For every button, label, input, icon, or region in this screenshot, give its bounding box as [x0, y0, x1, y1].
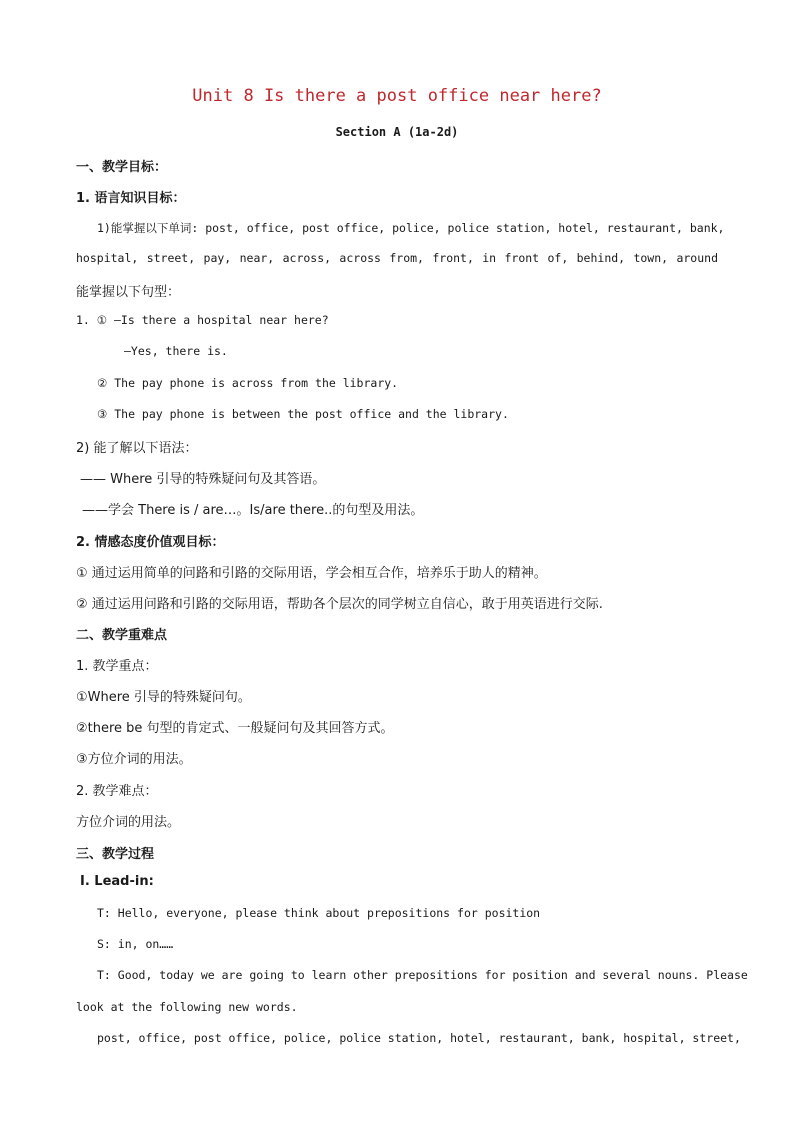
leadin-heading: Ⅰ. Lead-in:: [80, 874, 154, 889]
key-point-2: ②there be 句型的肯定式、一般疑问句及其回答方式。: [76, 721, 394, 736]
example-3: ③ The pay phone is between the post office and the library.: [97, 407, 509, 421]
example-1-question: 1. ① —Is there a hospital near here?: [76, 313, 329, 327]
subheading-emotion-values: 2. 情感态度价值观目标：: [76, 535, 225, 550]
grammar-item-2: ——学会 There is / are…。Is/are there..的句型及用法。: [82, 503, 424, 518]
dialogue-teacher-2-line-2: look at the following new words.: [76, 1000, 298, 1014]
document-subtitle: Section A (1a-2d): [335, 125, 459, 139]
grammar-item-1: —— Where 引导的特殊疑问句及其答语。: [80, 472, 326, 487]
dialogue-student-1: S: in, on……: [97, 937, 174, 951]
example-2: ② The pay phone is across from the library.: [97, 376, 399, 390]
vocab-line-1: 1)能掌握以下单词: post, office, post office, police, police station, hotel, restaurant, bank,: [97, 221, 725, 235]
subheading-language-knowledge: 1. 语言知识目标：: [76, 191, 186, 206]
dialogue-teacher-1: T: Hello, everyone, please think about prepositions for position: [97, 906, 541, 920]
key-point-3: ③方位介词的用法。: [76, 752, 192, 767]
new-words-line: post, office, post office, police, police station, hotel, restaurant, bank, hospital, street,: [97, 1031, 741, 1045]
emotion-goal-1: ① 通过运用简单的问路和引路的交际用语，学会相互合作，培养乐于助人的精神。: [76, 566, 547, 581]
section-heading-key-points: 二、教学重难点: [76, 628, 168, 643]
vocab-line-2: hospital, street, pay, near, across, across from, front, in front of, behind, town, around: [76, 251, 718, 265]
grammar-intro: 2) 能了解以下语法：: [76, 441, 198, 456]
key-points-heading: 1. 教学重点：: [76, 659, 158, 674]
key-point-1: ①Where 引导的特殊疑问句。: [76, 690, 251, 705]
emotion-goal-2: ② 通过运用问路和引路的交际用语，帮助各个层次的同学树立自信心，敢于用英语进行交际.: [76, 597, 603, 612]
dialogue-teacher-2-line-1: T: Good, today we are going to learn other prepositions for position and several nouns. Please: [97, 968, 748, 982]
section-heading-objectives: 一、教学目标：: [76, 160, 168, 175]
difficulties-heading: 2. 教学难点：: [76, 784, 158, 799]
section-heading-process: 三、教学过程: [76, 847, 155, 862]
sentence-patterns-intro: 能掌握以下句型：: [76, 285, 181, 300]
document-title: Unit 8 Is there a post office near here?: [192, 86, 602, 106]
difficulty-1: 方位介词的用法。: [76, 815, 181, 830]
example-1-answer: —Yes, there is.: [124, 344, 228, 358]
